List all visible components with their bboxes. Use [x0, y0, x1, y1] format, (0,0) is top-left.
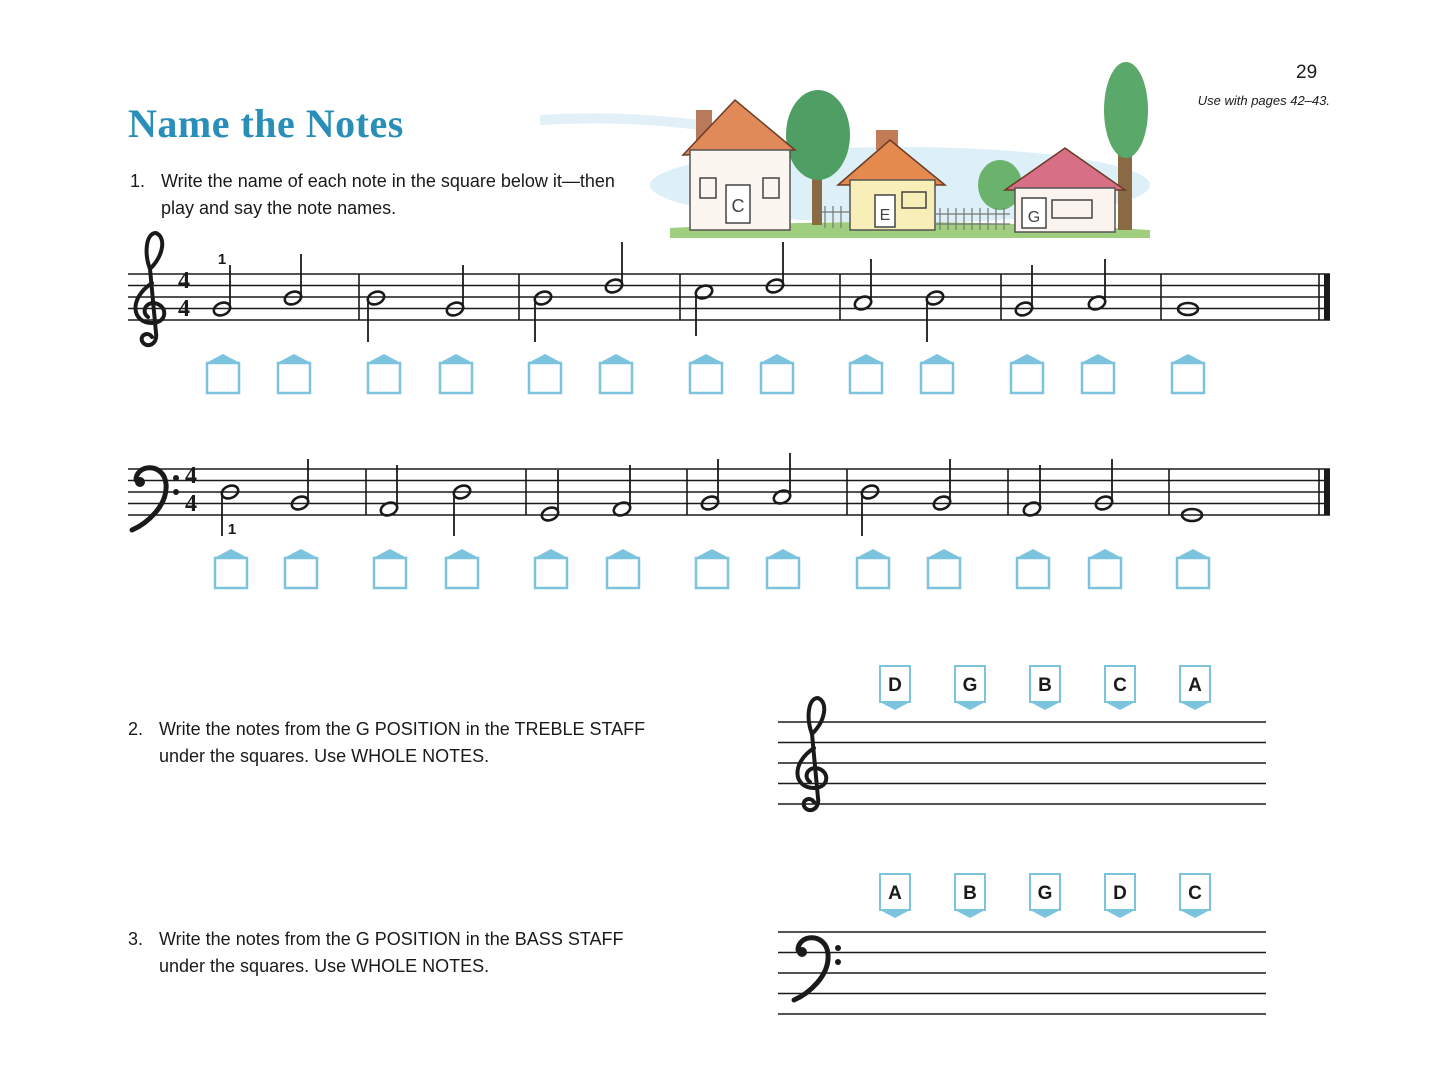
instruction-number: 3. [128, 929, 144, 949]
answer-box[interactable] [439, 354, 473, 393]
use-with-note: Use with pages 42–43. [1197, 93, 1330, 108]
answer-box[interactable] [373, 549, 407, 588]
treble-clef-icon [797, 698, 826, 810]
square-letter: B [963, 883, 977, 904]
answer-box[interactable] [367, 354, 401, 393]
instruction-number: 1. [130, 171, 146, 191]
note-square[interactable] [1030, 666, 1060, 710]
note-square[interactable] [1180, 874, 1210, 918]
answer-box[interactable] [214, 549, 248, 588]
half-note [694, 283, 714, 336]
answer-box[interactable] [1081, 354, 1115, 393]
square-letter: A [1188, 675, 1202, 696]
answer-box[interactable] [1010, 354, 1044, 393]
bass-staff-2 [778, 932, 1266, 1014]
answer-box[interactable] [849, 354, 883, 393]
answer-box[interactable] [1016, 549, 1050, 588]
answer-box[interactable] [606, 549, 640, 588]
half-note [212, 265, 232, 318]
time-signature-top: 4 [178, 268, 190, 294]
answer-box[interactable] [284, 549, 318, 588]
treble-clef-icon [135, 233, 164, 345]
answer-box[interactable] [689, 354, 723, 393]
half-note [452, 483, 472, 536]
answer-box[interactable] [206, 354, 240, 393]
answer-box[interactable] [695, 549, 729, 588]
answer-box[interactable] [766, 549, 800, 588]
answer-box[interactable] [1171, 354, 1205, 393]
note-square[interactable] [880, 874, 910, 918]
instruction-number: 2. [128, 719, 144, 739]
instruction-line-1: Write the name of each note in the square below it—then [161, 171, 615, 191]
instruction-line-2: under the squares. Use WHOLE NOTES. [159, 956, 490, 976]
half-note [604, 242, 624, 295]
bass-notes [220, 453, 1202, 536]
note-square[interactable] [955, 874, 985, 918]
square-letter: C [1113, 675, 1127, 696]
note-square[interactable] [880, 666, 910, 710]
treble-staff-1 [128, 274, 1330, 320]
answer-box[interactable] [920, 354, 954, 393]
bass-clef-icon [794, 938, 841, 1000]
answer-box[interactable] [760, 354, 794, 393]
square-letter: D [888, 675, 902, 696]
instruction-line-1: Write the notes from the G POSITION in the TREBLE STAFF [159, 719, 646, 739]
half-note [860, 483, 880, 536]
instruction-line-2: play and say the note names. [161, 198, 397, 218]
answer-box[interactable] [599, 354, 633, 393]
answer-box[interactable] [445, 549, 479, 588]
answer-box[interactable] [927, 549, 961, 588]
answer-box[interactable] [534, 549, 568, 588]
half-note [772, 453, 792, 506]
half-note [283, 254, 303, 307]
house-letter-c: C [731, 196, 745, 216]
exercise-3-squares [880, 874, 1210, 918]
answer-box[interactable] [1176, 549, 1210, 588]
square-letter: A [888, 883, 902, 904]
house-letter-g: G [1027, 209, 1041, 226]
page-title: Name the Notes [128, 101, 404, 146]
bass-clef-icon [132, 468, 179, 530]
square-letter: B [1038, 675, 1052, 696]
time-signature-bottom: 4 [178, 296, 190, 322]
bass-answer-boxes [214, 549, 1210, 588]
half-note [1014, 265, 1034, 318]
note-square[interactable] [1105, 666, 1135, 710]
note-square[interactable] [1180, 666, 1210, 710]
square-letter: C [1188, 883, 1202, 904]
treble-answer-boxes [206, 354, 1205, 393]
answer-box[interactable] [528, 354, 562, 393]
half-note [765, 242, 785, 295]
note-square[interactable] [955, 666, 985, 710]
time-signature-bottom: 4 [185, 491, 197, 517]
note-square[interactable] [1105, 874, 1135, 918]
finger-number: 1 [217, 251, 227, 268]
exercise-2-squares [880, 666, 1210, 710]
square-letter: D [1113, 883, 1127, 904]
square-letter: G [1037, 883, 1053, 904]
note-square[interactable] [1030, 874, 1060, 918]
house-letter-e: E [879, 207, 891, 224]
square-letter: G [962, 675, 978, 696]
page-number: 29 [1296, 62, 1318, 83]
time-signature-top: 4 [185, 463, 197, 489]
answer-box[interactable] [277, 354, 311, 393]
half-note [445, 265, 465, 318]
finger-number: 1 [227, 521, 237, 538]
treble-staff-2 [778, 722, 1266, 804]
instruction-line-2: under the squares. Use WHOLE NOTES. [159, 746, 490, 766]
instruction-line-1: Write the notes from the G POSITION in the BASS STAFF [159, 929, 624, 949]
answer-box[interactable] [856, 549, 890, 588]
answer-box[interactable] [1088, 549, 1122, 588]
